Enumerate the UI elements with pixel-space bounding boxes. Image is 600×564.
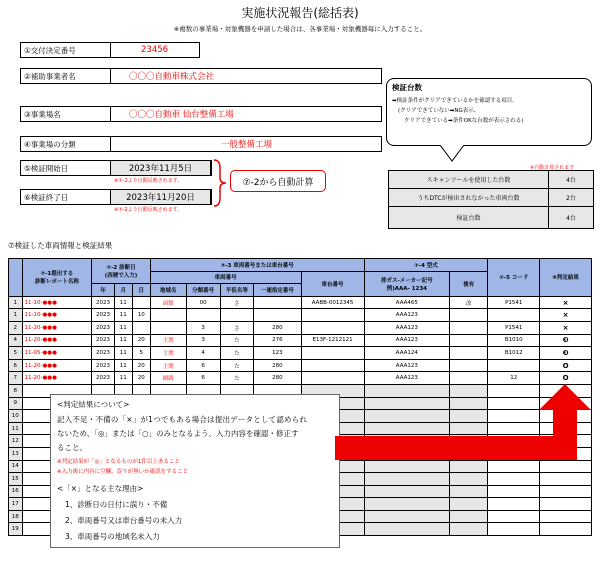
cell-code[interactable] (488, 510, 540, 523)
summary-row: スキャンツールを使用した台数 4台 (389, 171, 594, 189)
cell-model[interactable]: AAA123 (364, 334, 450, 347)
cell-name[interactable]: 11-05-●●● (22, 347, 92, 360)
verify-bubble: 検証台数 ➡検証条件がクリアできているかを確認する項目。 (クリアできていない➡NG表示、 クリアできている➡条件OKな台数が表示される) (386, 78, 592, 146)
table-row: 15 (9, 473, 592, 486)
cell-body[interactable]: 改 (450, 296, 488, 309)
field-end-date: ⑥検証終了日 2023年11月20日 (20, 189, 212, 205)
cell-code[interactable]: P1541 (488, 321, 540, 334)
judgement-popup: <判定結果について> 記入不足・不備の「×」が1つでもある場合は提出データとして認められ ないため、「◎」または「○」のみとなるよう、入力内容を確認・修正す ること。 ※判定結果が「◎」となるものが1件以上あること ※入力後に内容に空欄、誤りが無いか確認をすること <「×」となる主な理由> 1、診断日の日付に誤り・不備 2、車両番号又は車台番号の未入力 3、車両番号の地域名未入力 (50, 394, 340, 548)
cell-y[interactable]: 2023 (92, 334, 115, 347)
cell-model[interactable] (364, 473, 450, 486)
cell-y[interactable]: 2023 (92, 321, 115, 334)
cell-region[interactable]: 函館 (150, 296, 186, 309)
cell-res: O (540, 359, 592, 372)
cell-kana[interactable]: た (220, 347, 254, 360)
table-row: 17 (9, 498, 592, 511)
cell-name[interactable]: 11-20-●●● (22, 321, 92, 334)
cell-kana[interactable] (220, 309, 254, 322)
cell-body[interactable] (450, 359, 488, 372)
table-row: 10 (9, 410, 592, 423)
cell-body[interactable] (450, 523, 488, 536)
cell-res[interactable] (540, 473, 592, 486)
summary-row: うちDTCが検出されなかった車両台数 2台 (389, 189, 594, 207)
cell-y[interactable]: 2023 (92, 296, 115, 309)
cell-model[interactable] (364, 485, 450, 498)
cell-y[interactable]: 2023 (92, 347, 115, 360)
field-site-name: ③事業場名 〇〇〇自動車 仙台整備工場 (20, 106, 382, 122)
cell-cls[interactable]: 3 (186, 334, 220, 347)
cell-d[interactable]: 5 (132, 347, 150, 360)
page-title: 実施状況報告(総括表) (241, 6, 359, 20)
cell-model[interactable] (364, 498, 450, 511)
field-grant-number: ①交付決定番号 23456 (20, 42, 200, 58)
cell-kana[interactable]: た (220, 359, 254, 372)
cell-res: O (540, 372, 592, 385)
cell-res[interactable] (540, 498, 592, 511)
table-row: 1 11-10-●●● 2023 11 函館 00 さ AABB-0012345 AAA465 改 P1541 × (9, 296, 592, 309)
table-row: 19 (9, 523, 592, 536)
cell-body[interactable] (450, 485, 488, 498)
cell-serial[interactable]: 280 (254, 359, 301, 372)
field-operator-name: ②補助事業者名 〇〇〇自動車株式会社 (20, 68, 382, 84)
cell-serial[interactable]: 123 (254, 347, 301, 360)
cell-model[interactable]: AAA123 (364, 309, 450, 322)
cell-region[interactable] (150, 321, 186, 334)
cell-m[interactable]: 11 (114, 372, 132, 385)
cell-res: × (540, 321, 592, 334)
cell-y[interactable]: 2023 (92, 309, 115, 322)
cell-name[interactable]: 11-10-●●● (22, 309, 92, 322)
end-date-note: ※⑦-2より自動反映されます。 (114, 207, 183, 213)
cell-m[interactable]: 11 (114, 309, 132, 322)
cell-m[interactable]: 11 (114, 296, 132, 309)
cell-d[interactable] (132, 296, 150, 309)
cell-cls[interactable]: 6 (186, 372, 220, 385)
cell-code[interactable]: B1012 (488, 347, 540, 360)
cell-model[interactable] (364, 523, 450, 536)
cell-body[interactable] (450, 309, 488, 322)
cell-serial[interactable]: 280 (254, 372, 301, 385)
red-arrow-icon (335, 380, 595, 470)
cell-res: ❸ (540, 347, 592, 360)
cell-region[interactable]: 網路 (150, 372, 186, 385)
cell-res[interactable] (540, 510, 592, 523)
cell-code[interactable] (488, 309, 540, 322)
cell-serial[interactable] (254, 309, 301, 322)
cell-code[interactable]: B1010 (488, 334, 540, 347)
table-row: 14 (9, 460, 592, 473)
table-row: 2 11-20-●●● 2023 11 3 さ 280 AAA123 P1541 × (9, 321, 592, 334)
table-row: 1 11-10-●●● 2023 11 10 AAA123 × (9, 309, 592, 322)
auto-calc-note: ※自動計算されます (530, 165, 575, 171)
page-note: ※複数の事業場・対象機器を申請した場合は、各事業場・対象機器毎に入力すること。 (173, 25, 427, 33)
vehicle-table: ⑦-1提出する 診断レポート名称 ⑦-2 診断日 (西暦で入力) ⑦-3 車両番号または車台番号 ⑦-4 型式 ⑦-5 コード ⑧判定結果 車両番号 車台番号 排ガス-メーカー記号 例)AAA- 1234 後有 年 月 日 地域名 分類番号 平仮名等 一連指定番号 1 11-10-●●● 2023 11 函館 00 さ AABB-0012345 AAA465 改 P1541 × 1 11-10-●●● 2023 11 10 AAA123 × 2 11-20-●●● 2023 11 3 さ 280 AAA123 P1541 × 4 11-20-●●● 2023 11 20 主関 3 た 276 E13F-1212121 AAA123 B1010 ❸ 5 11-05-●●● 2023 11 5 主関 4 た 123 AAA124 B1012 ❸ 6 11-20-●●● 2023 11 20 主関 6 た 280 AAA123 O 7 11-20-●●● 2023 11 20 網路 6 た 280 AAA123 12 O 8 9 10 11 12 13 14 15 16 17 18 19 (8, 258, 592, 536)
cell-cls[interactable]: 4 (186, 347, 220, 360)
cell-chassis[interactable] (301, 347, 364, 360)
summary-table (388, 170, 594, 229)
cell-res: ❸ (540, 334, 592, 347)
cell-name[interactable]: 11-10-●●● (22, 296, 92, 309)
cell-body[interactable] (450, 321, 488, 334)
cell-model[interactable] (364, 510, 450, 523)
cell-code[interactable] (488, 359, 540, 372)
table-row: 13 (9, 447, 592, 460)
cell-model[interactable]: AAA123 (364, 372, 450, 385)
cell-code[interactable] (488, 498, 540, 511)
cell-code[interactable]: 12 (488, 372, 540, 385)
cell-model[interactable]: AAA123 (364, 359, 450, 372)
cell-d[interactable]: 20 (132, 359, 150, 372)
cell-m[interactable]: 11 (114, 347, 132, 360)
cell-code[interactable]: P1541 (488, 296, 540, 309)
cell-res: × (540, 296, 592, 309)
cell-m[interactable]: 11 (114, 321, 132, 334)
cell-code[interactable] (488, 485, 540, 498)
table-row: 8 (9, 384, 592, 397)
brace-icon (212, 158, 228, 208)
cell-res[interactable] (540, 523, 592, 536)
cell-d[interactable]: 20 (132, 372, 150, 385)
cell-cls[interactable] (186, 309, 220, 322)
table-row: 16 (9, 485, 592, 498)
cell-region[interactable] (150, 309, 186, 322)
table-row: 6 11-20-●●● 2023 11 20 主関 6 た 280 AAA123 O (9, 359, 592, 372)
cell-res: × (540, 309, 592, 322)
cell-chassis[interactable] (301, 309, 364, 322)
cell-res[interactable] (540, 485, 592, 498)
cell-region[interactable]: 主関 (150, 334, 186, 347)
cell-code[interactable] (488, 473, 540, 486)
cell-name[interactable]: 11-20-●●● (22, 359, 92, 372)
cell-d[interactable]: 20 (132, 334, 150, 347)
cell-name[interactable]: 11-20-●●● (22, 372, 92, 385)
table-row: 4 11-20-●●● 2023 11 20 主関 3 た 276 E13F-1212121 AAA123 B1010 ❸ (9, 334, 592, 347)
cell-body[interactable] (450, 473, 488, 486)
cell-kana[interactable]: さ (220, 296, 254, 309)
table-row: 9 (9, 397, 592, 410)
cell-y[interactable]: 2023 (92, 359, 115, 372)
cell-d[interactable] (132, 321, 150, 334)
cell-chassis[interactable]: E13F-1212121 (301, 334, 364, 347)
cell-kana[interactable]: た (220, 334, 254, 347)
cell-cls[interactable]: 6 (186, 359, 220, 372)
cell-m[interactable]: 11 (114, 334, 132, 347)
cell-chassis[interactable] (301, 359, 364, 372)
table-row: 7 11-20-●●● 2023 11 20 網路 6 た 280 AAA123 12 O (9, 372, 592, 385)
section-heading: ⑦検証した車両情報と検証結果 (8, 241, 113, 250)
cell-serial[interactable]: 276 (254, 334, 301, 347)
field-start-date: ⑤検証開始日 2023年11月5日 (20, 160, 212, 176)
cell-body[interactable] (450, 334, 488, 347)
table-row: 12 (9, 435, 592, 448)
cell-y[interactable]: 2023 (92, 372, 115, 385)
cell-model[interactable]: AAA124 (364, 347, 450, 360)
summary-row: 検証台数 4台 (389, 207, 594, 229)
cell-cls[interactable]: 3 (186, 321, 220, 334)
cell-name[interactable]: 11-20-●●● (22, 334, 92, 347)
cell-cls[interactable]: 00 (186, 296, 220, 309)
cell-body[interactable] (450, 347, 488, 360)
cell-m[interactable]: 11 (114, 359, 132, 372)
start-date-note: ※⑦-2より自動反映されます。 (114, 178, 183, 184)
cell-body[interactable] (450, 510, 488, 523)
cell-region[interactable]: 主関 (150, 347, 186, 360)
cell-model[interactable]: AAA465 (364, 296, 450, 309)
cell-model[interactable]: AAA123 (364, 321, 450, 334)
cell-kana[interactable]: さ (220, 321, 254, 334)
cell-chassis[interactable]: AABB-0012345 (301, 296, 364, 309)
bubble-tail-icon (440, 145, 470, 163)
table-row: 18 (9, 510, 592, 523)
cell-serial[interactable] (254, 296, 301, 309)
cell-region[interactable]: 主関 (150, 359, 186, 372)
cell-code[interactable] (488, 523, 540, 536)
cell-serial[interactable]: 280 (254, 321, 301, 334)
table-row: 11 (9, 422, 592, 435)
cell-body[interactable] (450, 498, 488, 511)
auto-calc-label: ⑦-2から自動計算 (230, 170, 326, 192)
cell-chassis[interactable] (301, 321, 364, 334)
field-site-class: ④事業場の分類 一般整備工場 (20, 136, 382, 152)
table-row: 5 11-05-●●● 2023 11 5 主関 4 た 123 AAA124 B1012 ❸ (9, 347, 592, 360)
cell-d[interactable]: 10 (132, 309, 150, 322)
cell-kana[interactable]: た (220, 372, 254, 385)
